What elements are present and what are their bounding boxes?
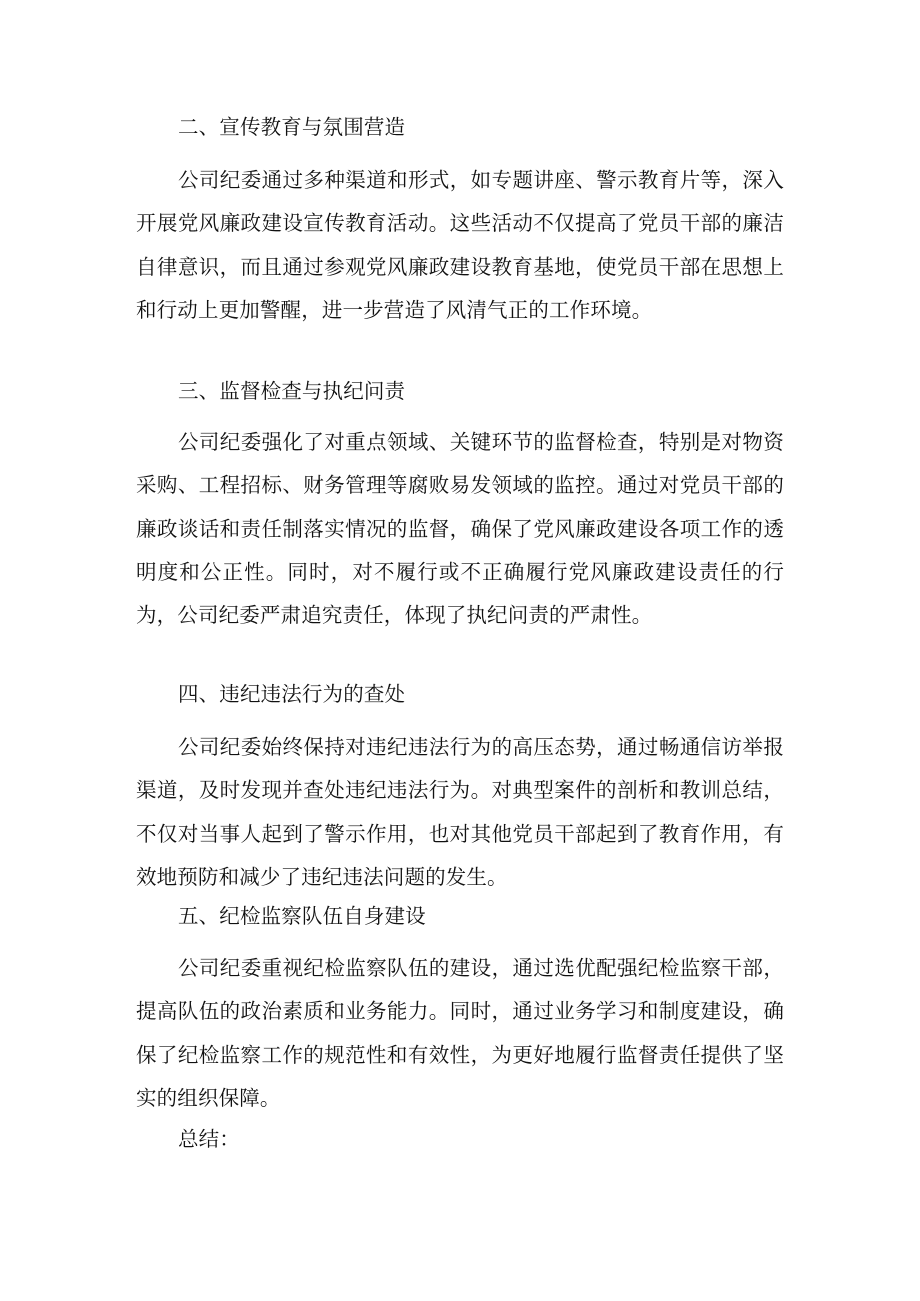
section-body-2: 公司纪委通过多种渠道和形式，如专题讲座、警示教育片等，深入开展党风廉政建设宣传教育活动。这些活动不仅提高了党员干部的廉洁自律意识，而且通过参观党风廉政建设教育基地，使党员干部在思想上和行动上更加警醒，进一步营造了风清气正的工作环境。 (136, 168, 784, 322)
summary-label: 总结： (178, 1127, 240, 1151)
section-heading-4: 四、违纪违法行为的查处 (178, 682, 406, 706)
section-heading-2: 二、宣传教育与氛围营造 (178, 115, 406, 139)
section-body-4: 公司纪委始终保持对违纪违法行为的高压态势，通过畅通信访举报渠道，及时发现并查处违纪违法行为。对典型案件的剖析和教训总结，不仅对当事人起到了警示作用，也对其他党员干部起到了教育作用，有效地预防和减少了违纪违法问题的发生。 (136, 735, 784, 889)
section-body-3: 公司纪委强化了对重点领域、关键环节的监督检查，特别是对物资采购、工程招标、财务管理等腐败易发领域的监控。通过对党员干部的廉政谈话和责任制落实情况的监督，确保了党风廉政建设各项工作的透明度和公正性。同时，对不履行或不正确履行党风廉政建设责任的行为，公司纪委严肃追究责任，体现了执纪问责的严肃性。 (136, 430, 784, 628)
section-body-5: 公司纪委重视纪检监察队伍的建设，通过选优配强纪检监察干部，提高队伍的政治素质和业务能力。同时，通过业务学习和制度建设，确保了纪检监察工作的规范性和有效性，为更好地履行监督责任提供了坚实的组织保障。 (136, 956, 784, 1110)
section-heading-3: 三、监督检查与执纪问责 (178, 379, 406, 403)
section-heading-5: 五、纪检监察队伍自身建设 (178, 904, 426, 928)
